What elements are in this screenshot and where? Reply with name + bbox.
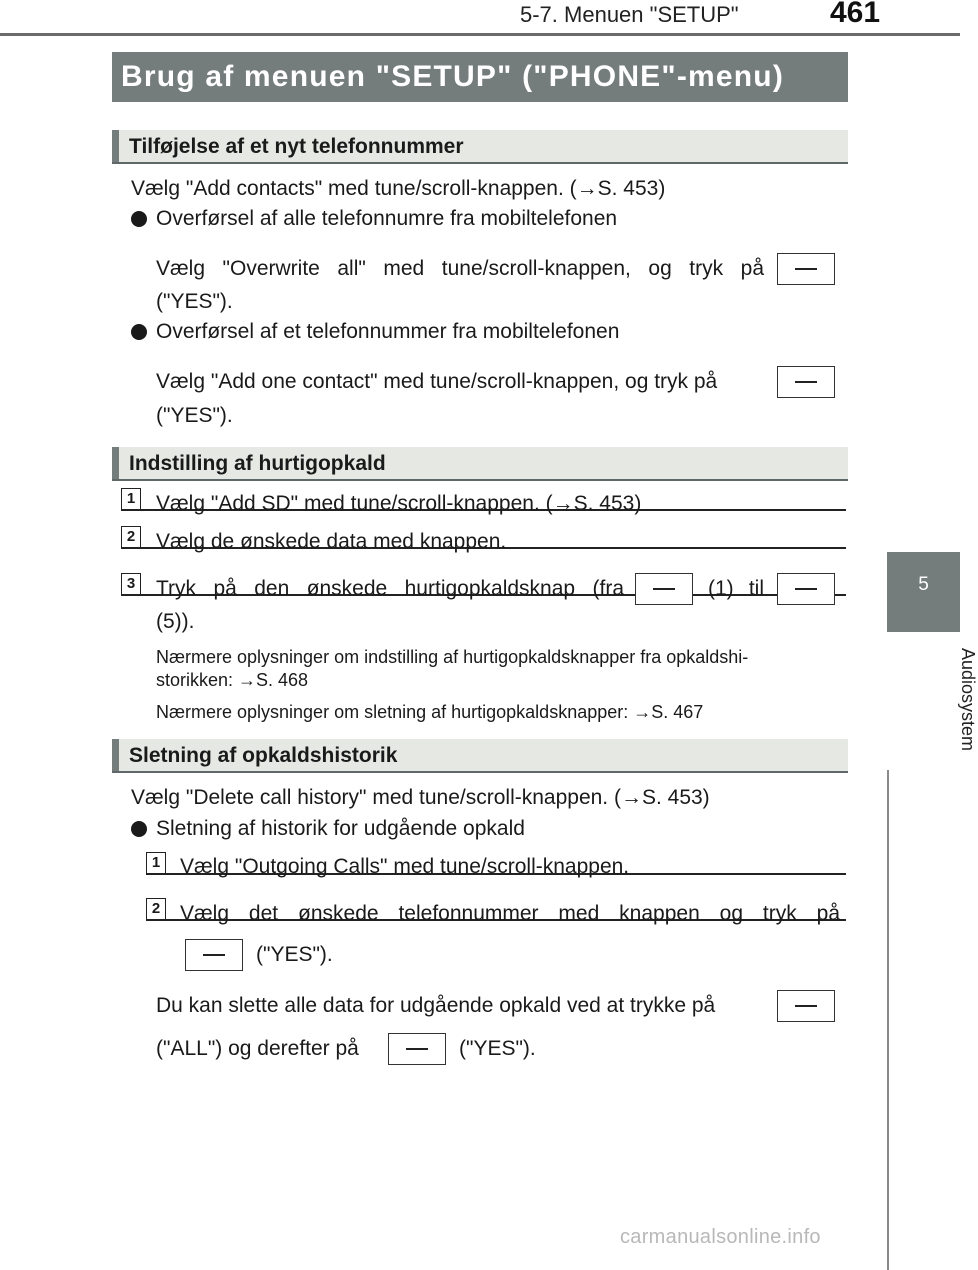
dash-key-icon: [185, 939, 243, 971]
bullet1-line2: ("YES").: [156, 290, 233, 313]
step-number-3: 3: [121, 573, 141, 595]
step1-text: Vælg "Add SD" med tune/scroll-knappen. (→S. 453): [156, 492, 642, 515]
side-divider: [887, 770, 889, 1270]
chapter-tab: [887, 552, 960, 632]
note2: Nærmere oplysninger om sletning af hurtigopkaldsknapper: →S. 467: [156, 702, 704, 722]
step2-text: Vælg de ønskede data med knappen.: [156, 530, 507, 553]
section3-step2-text: Vælg det ønskede telefonnummer med knappen og tryk på: [180, 902, 840, 925]
step-number-1: 1: [121, 488, 141, 510]
step-number-2: 2: [146, 898, 166, 920]
step3-text-part1: Tryk på den ønskede hurtigopkaldsknap (fra: [156, 577, 624, 600]
section-heading-text: Sletning af opkaldshistorik: [129, 744, 398, 767]
section3-bullet-title: Sletning af historik for udgående opkald: [156, 817, 525, 840]
section3-intro: Vælg "Delete call history" med tune/scroll-knappen. (→S. 453): [131, 786, 710, 809]
section-heading-speed-dial: [112, 447, 848, 481]
dash-key-icon: [777, 253, 835, 285]
bullet1-title: Overførsel af alle telefonnumre fra mobiltelefonen: [156, 207, 618, 230]
dash-key-icon: [388, 1033, 446, 1065]
bullet-icon: [131, 821, 147, 837]
chapter-label: Audiosystem: [958, 648, 978, 752]
section-heading-delete-history: [112, 739, 848, 773]
dash-key-icon: [777, 990, 835, 1022]
bullet2-line1: Vælg "Add one contact" med tune/scroll-knappen, og tryk på: [156, 370, 718, 393]
chapter-number: 5: [918, 574, 929, 595]
note1-line1: Nærmere oplysninger om indstilling af hurtigopkaldsknapper fra opkaldshi-: [156, 647, 749, 667]
watermark: carmanualsonline.info: [620, 1226, 821, 1248]
delete-all-line1: Du kan slette alle data for udgående opkald ved at trykke på: [156, 994, 716, 1017]
page-title: Brug af menuen "SETUP" ("PHONE"-menu): [112, 52, 848, 102]
dash-key-icon: [777, 366, 835, 398]
bullet-icon: [131, 324, 147, 340]
note1-line2: storikken: →S. 468: [156, 670, 309, 690]
dash-key-icon: [777, 573, 835, 605]
section3-step1-text: Vælg "Outgoing Calls" med tune/scroll-knappen.: [180, 855, 630, 878]
section-heading-text: Indstilling af hurtigopkald: [129, 452, 386, 475]
delete-all-line2a: ("ALL") og derefter på: [156, 1037, 359, 1060]
step-number-1: 1: [146, 852, 166, 874]
bullet2-title: Overførsel af et telefonnummer fra mobiltelefonen: [156, 320, 620, 343]
dash-key-icon: [635, 573, 693, 605]
bullet2-line2: ("YES").: [156, 404, 233, 427]
bullet1-line1: Vælg "Overwrite all" med tune/scroll-knappen, og tryk på: [156, 257, 764, 280]
step3-line2: (5)).: [156, 610, 195, 633]
delete-all-line2b: ("YES").: [459, 1037, 536, 1060]
running-header: 5-7. Menuen "SETUP": [520, 2, 739, 27]
step-number-2: 2: [121, 526, 141, 548]
step3-text-part2: (1) til: [708, 577, 764, 600]
page-number: 461: [830, 0, 881, 29]
section1-intro: Vælg "Add contacts" med tune/scroll-knappen. (→S. 453): [131, 177, 666, 200]
section3-step2-line2: ("YES").: [256, 943, 333, 966]
bullet-icon: [131, 211, 147, 227]
section-heading-text: Tilføjelse af et nyt telefonnummer: [129, 135, 464, 158]
section-heading-add-number: [112, 130, 848, 164]
header-divider: [0, 33, 960, 36]
